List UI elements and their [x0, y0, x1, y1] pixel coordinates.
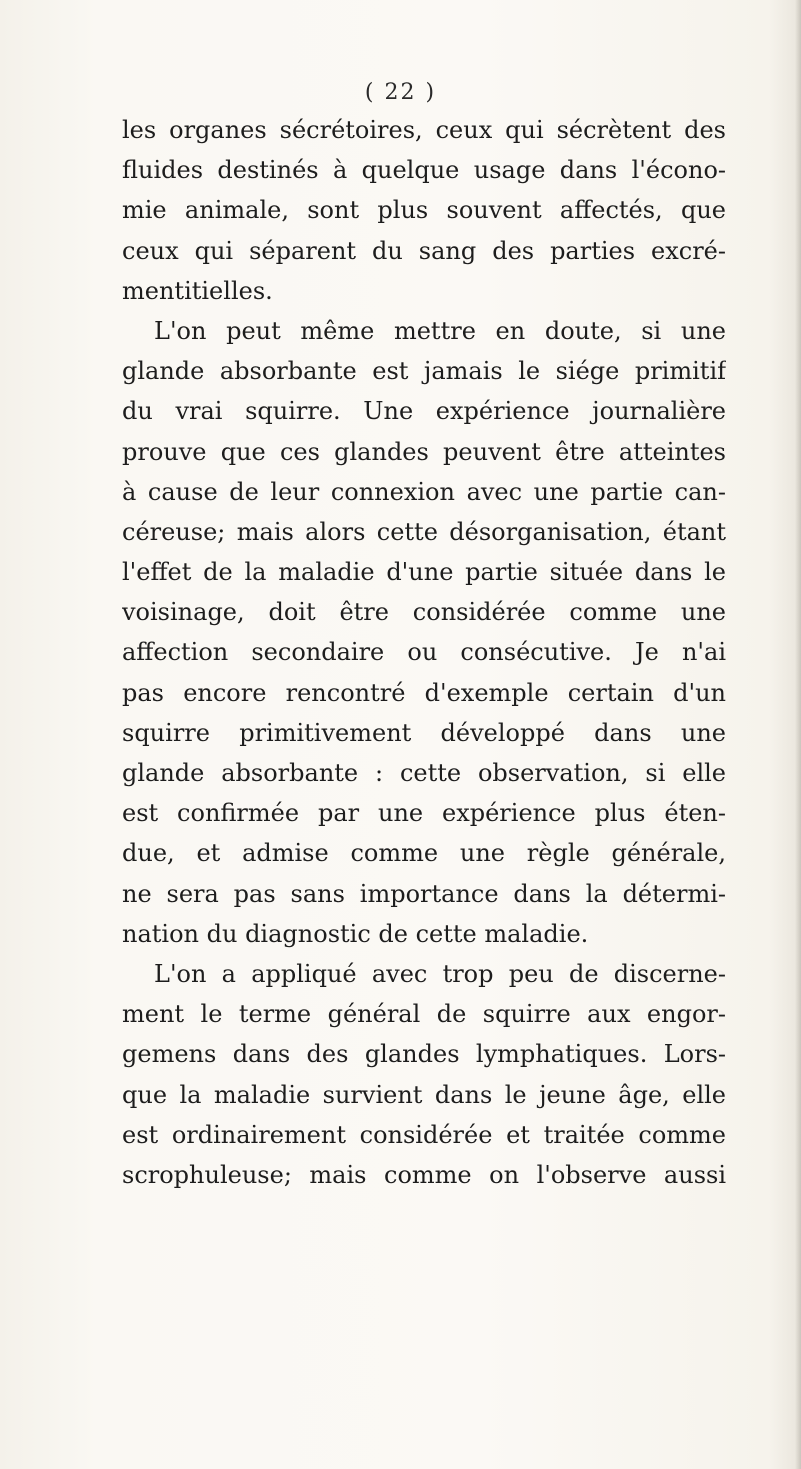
- text-line: est confirmée par une expérience plus éten-: [122, 799, 726, 828]
- text-line: nation du diagnostic de cette maladie.: [122, 919, 589, 948]
- text-line: est ordinairement considérée et traitée comme: [122, 1120, 726, 1149]
- text-line: à cause de leur connexion avec une partie can-: [122, 477, 726, 506]
- page-edge-shadow: [795, 0, 801, 1469]
- text-line: scrophuleuse; mais comme on l'observe aussi: [122, 1160, 726, 1189]
- page-number: ( 22 ): [364, 80, 437, 105]
- text-line: glande absorbante : cette observation, si elle: [122, 759, 726, 787]
- text-line: les organes sécrétoires, ceux qui sécrètent des: [122, 116, 726, 144]
- text-line: ment le terme général de squirre aux engor-: [122, 1000, 726, 1029]
- text-line: l'effet de la maladie d'une partie située dans le: [122, 558, 726, 587]
- text-line: glande absorbante est jamais le siége primitif: [122, 357, 726, 386]
- text-line: fluides destinés à quelque usage dans l'écono-: [122, 156, 726, 185]
- text-line: prouve que ces glandes peuvent être atteintes: [122, 437, 726, 466]
- body-text: [122, 110, 726, 1195]
- text-line: mie animale, sont plus souvent affectés, que: [122, 196, 726, 225]
- text-line: due, et admise comme une règle générale,: [122, 839, 726, 868]
- text-line: du vrai squirre. Une expérience journalière: [122, 397, 726, 426]
- text-line: gemens dans des glandes lymphatiques. Lors-: [122, 1040, 726, 1069]
- text-line: squirre primitivement développé dans une: [122, 718, 726, 747]
- text-line: pas encore rencontré d'exemple certain d'un: [122, 678, 726, 707]
- text-line: ne sera pas sans importance dans la détermi-: [122, 879, 726, 908]
- text-line: mentitielles.: [122, 276, 273, 305]
- text-line: ceux qui séparent du sang des parties excré-: [122, 236, 726, 265]
- text-line: céreuse; mais alors cette désorganisation, étant: [122, 517, 726, 546]
- paragraph-start-line: L'on peut même mettre en doute, si une: [154, 316, 726, 345]
- paragraph-start-line: L'on a appliqué avec trop peu de discerne-: [154, 959, 726, 988]
- text-line: voisinage, doit être considérée comme une: [122, 598, 726, 627]
- text-line: affection secondaire ou consécutive. Je n'ai: [122, 638, 726, 667]
- text-line: que la maladie survient dans le jeune âge, elle: [122, 1080, 726, 1109]
